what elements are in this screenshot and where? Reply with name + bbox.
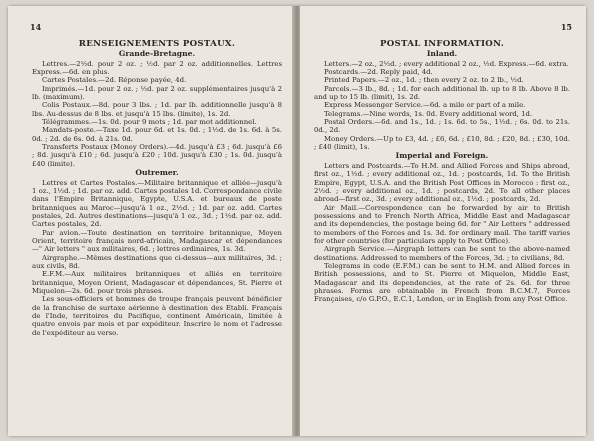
page-content [32,40,282,337]
paragraph: Letters.—2 oz., 2½d. ; every additional 2 oz., ½d. Express.—6d. extra. [324,59,569,68]
page-number: 15 [560,22,572,32]
booklet-spread [8,6,586,436]
paragraph: Imprimés.—1d. pour 2 oz. ; ½d. par 2 oz. supplémentaires jusqu'à 2 lb. (maximum). [32,84,282,102]
page-title: POSTAL INFORMATION. [380,39,504,49]
page-left [8,6,294,436]
paragraph: Mandats-poste.—Taxe 1d. pour 6d. et 1s. 0d. ; 1½d. de 1s. 6d. à 5s. 0d. ; 2d. de 6s. 0d. à 21s. 0d. [32,126,282,143]
paragraph: Postal Orders.—6d. and 1s., 1d. ; 1s. 6d. to 5s., 1½d. ; 6s. 0d. to 21s. 0d., 2d. [314,118,570,135]
paragraph: Printed Papers.—2 oz., 1d. ; then every 2 oz. to 2 lb., ½d. [324,76,524,85]
section-heading: Inland. [426,49,458,59]
section-heading: Imperial and Foreign. [395,151,489,161]
page-title: RENSEIGNEMENTS POSTAUX. [78,39,236,49]
page-content [314,40,570,304]
paragraph: Parcels.—3 lb., 8d. ; 1d. for each additional lb. up to 8 lb. Above 8 lb. and up to 15 lb. (limit), 1s. 2d. [314,84,570,102]
section-heading: Grande-Bretagne. [118,49,196,59]
paragraph: Money Orders.—Up to £3, 4d. ; £6, 6d. ; £10, 8d. ; £20, 8d. ; £30, 10d. ; £40 (limit), 1s. [314,134,570,152]
paragraph: Telegrams.—Nine words, 1s. 0d. Every additional word, 1d. [324,109,533,118]
paragraph: Postcards.—2d. Reply paid, 4d. [324,68,433,77]
paragraph: E.F.M.—Aux militaires britanniques et alliés en territoire britannique, Moyen Orient, Madagascar et dépendances, St. Pierre et Miquelon—2s. 6d. pour trois phrases. [32,270,282,295]
paragraph: Air Mail.—Correspondence can be forwarded by air to British possessions and to French North Africa, Middle East and Madagascar and its dependencies, the postage being 6d. for " Air Letters " addressed to members of the Forces and 1s. 3d. for ordinary mail. The tariff varies for other countries (for particulars apply to Post Office). [314,203,570,245]
paragraph: Cartes Postales.—2d. Réponse payée, 4d. [42,76,187,85]
paragraph: Letters and Postcards.—To H.M. and Allied Forces and Ships abroad, first oz., 1½d. ; every additional oz., 1d. ; postcards, 1d. To the British Empire, Egypt, U.S.A. and the British Post Offices in Morocco : first oz., 2½d. ; every additional oz., 1d. ; postcards, 2d. To all other places abroad—first oz., 3d. ; every additional oz., 1½d. ; postcards, 2d. [314,161,570,204]
paragraph: Par avion.—Toute destination en territoire britannique, Moyen Orient, territoire français nord-africain, Madagascar et dépendances—" Air letters " aux militaires, 6d. ; lettres ordinaires, 1s. 3d. [32,228,282,254]
paragraph: Airgraph Service.—Airgraph letters can be sent to the above-named destinations. Addressed to members of the Forces, 3d. ; to civilians, 8d. [314,245,570,262]
section-heading: Outremer. [135,168,179,178]
paragraph: Colis Postaux.—8d. pour 3 lbs. ; 1d. par lb. additionnelle jusqu'à 8 lbs. Au-dessus de 8 lbs. et jusqu'à 15 lbs. (limite), 1s. 2d. [32,101,282,118]
paragraph: Airgraphe.—Mêmes destinations que ci-dessus—aux militaires, 3d. ; aux civils, 8d. [32,253,282,270]
paragraph: Les sous-officiers et hommes de troupe français peuvent bénéficier de la franchise de surtaxe aérienne à destination des Etabli. Français de l'Inde, territoires du Pacifique, continent Américain, limitée à quatre envois par mois et par expéditeur. Inscrire le nom et l'adresse de l'expéditeur au verso. [32,295,282,337]
paragraph: Lettres et Cartes Postales.—Militaire britannique et alliée—jusqu'à 1 oz., 1½d. ; 1d. par oz. add. Cartes postales 1d. Correspondance civile dans l'Empire Britannique, Egypte, U.S.A. et bureaux de poste britanniques au Maroc—jusqu'à 1 oz., 2½d. ; 1d. par oz. add. Cartes postales, 2d. Autres destinations—jusqu'à 1 oz., 3d. ; 1½d. par oz. add. Cartes postales, 2d. [32,178,282,229]
page-number: 14 [30,22,42,32]
paragraph: Transferts Postaux (Money Orders).—4d. jusqu'à £3 ; 6d. jusqu'à £6 ; 8d. jusqu'à £10 ; 6d. jusqu'à £20 ; 10d. jusqu'à £30 ; 1s. 0d. jusqu'à £40 (limite). [32,143,282,168]
paragraph: Express Messenger Service.—6d. a mile or part of a mile. [324,101,526,110]
paragraph: Lettres.—2½d. pour 2 oz. ; ½d. par 2 oz. additionnelles. Lettres Express.—6d. en plus. [32,59,282,77]
paragraph: Telegrams in code (E.F.M.) can be sent to H.M. and Allied forces in British possessions, and to St. Pierre et Miquelon, Middle East, Madagascar and its dependencies, at the rate of 2s. 6d. for three phrases. Forms are obtainable in French from B.C.M.7, Forces Françaises, c/o G.P.O., E.C.1, London, or in English from any Post Office. [314,261,570,304]
page-right [300,6,586,436]
paragraph: Télégrammes.—1s. 0d. pour 9 mots ; 1d. par mot additionnel. [42,118,257,127]
